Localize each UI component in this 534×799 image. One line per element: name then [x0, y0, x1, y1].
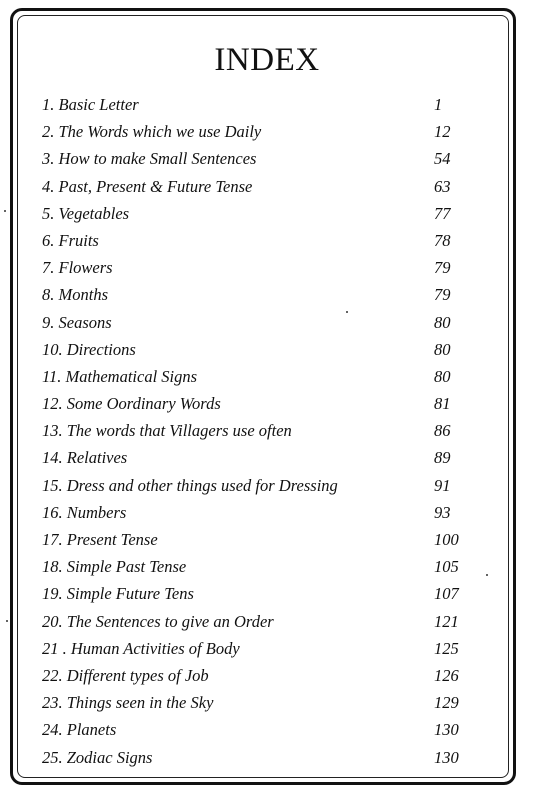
index-entry — [42, 336, 482, 363]
entry-page-number: 93 — [434, 502, 451, 522]
page-title: INDEX — [214, 42, 320, 78]
index-entry — [42, 472, 482, 499]
index-entry — [42, 417, 482, 444]
entry-title: 14. Relatives — [42, 448, 128, 468]
index-entry — [42, 309, 482, 336]
entry-page-number: 105 — [434, 557, 459, 577]
entry-page-number: 54 — [434, 149, 451, 169]
entry-page-number: 89 — [434, 448, 451, 468]
entry-title: 17. Present Tense — [42, 530, 158, 549]
entry-title: 6. Fruits — [42, 230, 99, 250]
entry-page-number: 77 — [434, 203, 451, 223]
index-entry — [42, 499, 482, 526]
entry-title: 15. Dress and other things used for Dressing — [42, 475, 338, 495]
entry-page-number: 129 — [434, 693, 459, 713]
entry-page-number: 80 — [434, 366, 451, 386]
index-entry — [42, 444, 482, 471]
index-entry — [42, 145, 482, 172]
entry-title: 24. Planets — [42, 720, 117, 740]
index-entry — [42, 254, 482, 281]
entry-page-number: 12 — [434, 122, 451, 142]
index-list — [42, 91, 482, 771]
index-entry — [42, 716, 482, 743]
print-speck — [486, 574, 488, 576]
entry-title: 10. Directions — [42, 339, 136, 359]
entry-title: 9. Seasons — [42, 312, 112, 332]
entry-title: 20. The Sentences to give an Order — [42, 611, 274, 631]
index-entry — [42, 390, 482, 417]
entry-title: 13. The words that Villagers use often — [42, 421, 292, 441]
entry-title: 2. The Words which we use Daily — [42, 122, 262, 142]
print-speck — [346, 311, 348, 313]
index-entry — [42, 744, 482, 771]
entry-page-number: 1 — [434, 95, 443, 114]
entry-page-number: 126 — [434, 665, 459, 685]
entry-page-number: 78 — [434, 230, 451, 250]
index-entry — [42, 526, 482, 553]
entry-page-number: 79 — [434, 258, 451, 278]
index-entry — [42, 118, 482, 145]
entry-title: 21 . Human Activities of Body — [42, 638, 240, 658]
entry-title: 19. Simple Future Tens — [42, 584, 194, 604]
index-entry — [42, 580, 482, 607]
print-speck — [4, 210, 6, 212]
entry-title: 5. Vegetables — [42, 203, 130, 223]
entry-page-number: 80 — [434, 339, 451, 359]
entry-title: 3. How to make Small Sentences — [42, 149, 257, 169]
entry-title: 12. Some Oordinary Words — [42, 394, 221, 414]
entry-title: 4. Past, Present & Future Tense — [42, 176, 253, 196]
index-entry — [42, 173, 482, 200]
entry-title: 22. Different types of Job — [42, 665, 209, 685]
print-speck — [6, 620, 8, 622]
entry-title: 7. Flowers — [42, 258, 113, 278]
entry-title: 23. Things seen in the Sky — [42, 693, 214, 713]
entry-title: 16. Numbers — [42, 502, 127, 522]
entry-page-number: 130 — [434, 720, 459, 740]
entry-page-number: 130 — [434, 747, 459, 767]
entry-page-number: 79 — [434, 285, 451, 305]
index-entry — [42, 227, 482, 254]
entry-page-number: 107 — [434, 584, 459, 604]
entry-page-number: 81 — [434, 394, 451, 414]
entry-page-number: 91 — [434, 475, 451, 495]
entry-title: 1. Basic Letter — [42, 95, 139, 114]
index-entry — [42, 662, 482, 689]
entry-page-number: 86 — [434, 421, 451, 441]
entry-page-number: 63 — [434, 176, 451, 196]
entry-page-number: 100 — [434, 530, 459, 549]
index-entry — [42, 363, 482, 390]
index-entry — [42, 608, 482, 635]
entry-page-number: 80 — [434, 312, 451, 332]
index-entry — [42, 635, 482, 662]
index-entry — [42, 689, 482, 716]
entry-title: 25. Zodiac Signs — [42, 747, 153, 767]
index-entry — [42, 200, 482, 227]
entry-page-number: 121 — [434, 611, 459, 631]
index-entry — [42, 553, 482, 580]
index-entry — [42, 281, 482, 308]
entry-title: 18. Simple Past Tense — [42, 557, 187, 577]
entry-title: 8. Months — [42, 285, 108, 305]
entry-page-number: 125 — [434, 638, 459, 658]
entry-title: 11. Mathematical Signs — [42, 366, 198, 386]
index-entry — [42, 91, 482, 118]
